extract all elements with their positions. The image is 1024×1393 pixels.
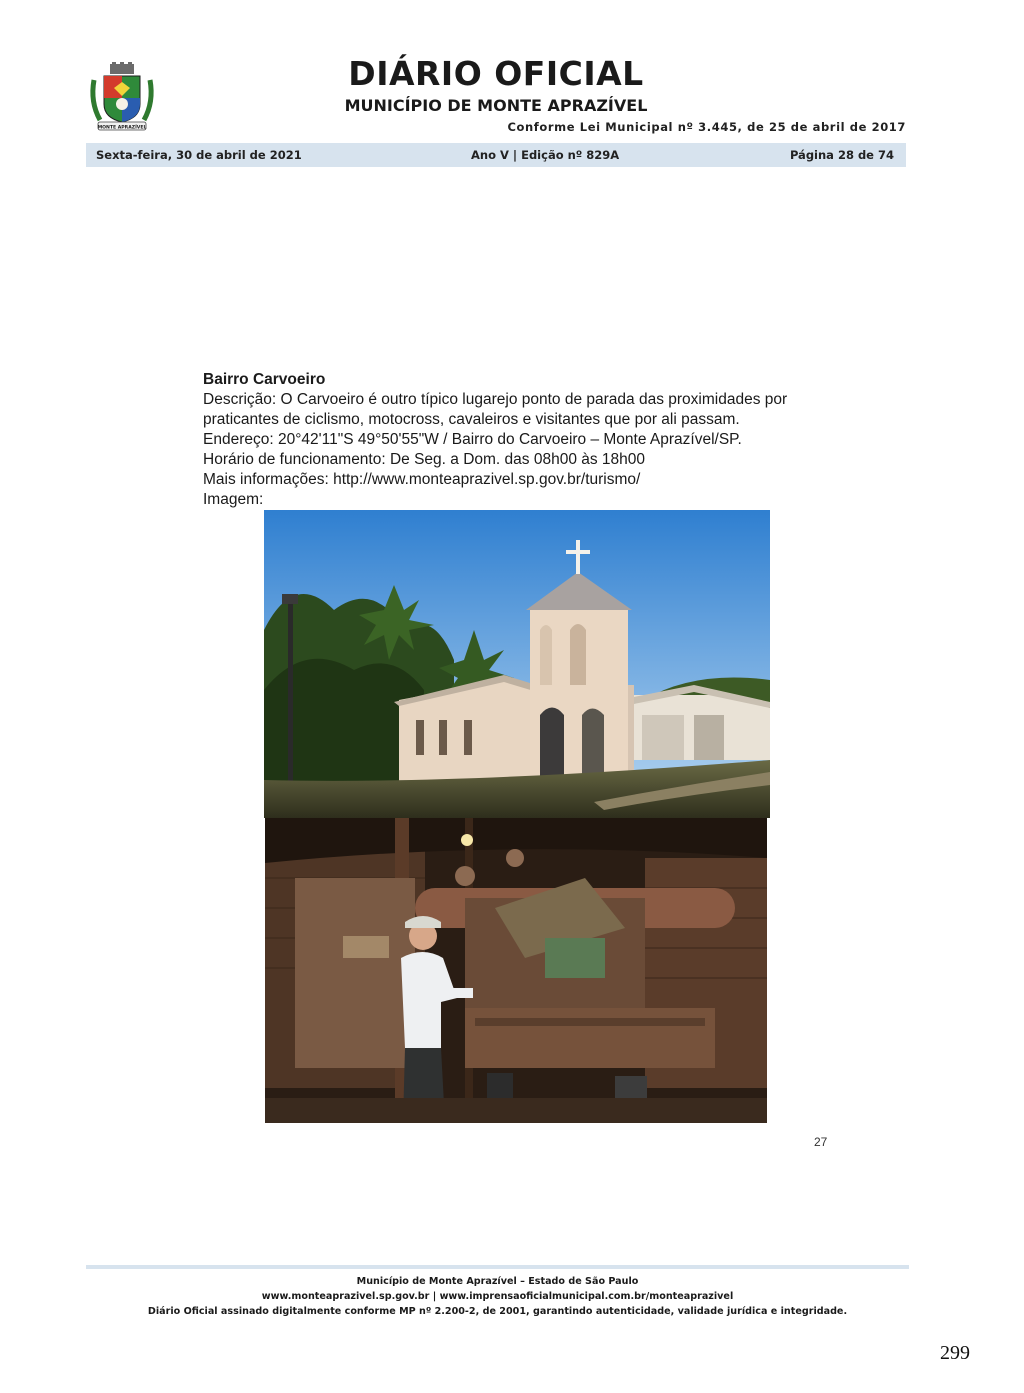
- municipality-subtitle: MUNICÍPIO DE MONTE APRAZÍVEL: [344, 96, 648, 115]
- footer-divider: [86, 1265, 909, 1269]
- sheet-number: 299: [940, 1342, 970, 1364]
- issue-edition: Ano V | Edição nº 829A: [471, 148, 620, 162]
- entry-description: Descrição: O Carvoeiro é outro típico lugarejo ponto de parada das proximidades por praticantes de ciclismo, motocross, cavaleiros e visitantes que por ali passam.: [203, 391, 788, 428]
- entry-heading: Bairro Carvoeiro: [203, 371, 326, 388]
- footer-municipality: Município de Monte Aprazível – Estado de São Paulo: [356, 1276, 639, 1287]
- tourism-entry: [203, 370, 843, 510]
- footer-websites: www.monteaprazivel.sp.gov.br | www.imprensaoficialmunicipal.com.br/monteaprazivel: [261, 1291, 734, 1302]
- crest-motto: MONTE APRAZÍVEL: [97, 125, 147, 131]
- entry-more-info: Mais informações: http://www.monteaprazivel.sp.gov.br/turismo/: [203, 471, 641, 488]
- issue-info-bar: [86, 143, 906, 167]
- law-note: Conforme Lei Municipal nº 3.445, de 25 de abril de 2017: [507, 120, 906, 134]
- entry-address: Endereço: 20°42'11"S 49°50'55"W / Bairro do Carvoeiro – Monte Aprazível/SP.: [203, 431, 742, 448]
- inner-page-number: 27: [814, 1135, 828, 1149]
- entry-image-label: Imagem:: [203, 491, 264, 508]
- page-title: DIÁRIO OFICIAL: [348, 54, 644, 93]
- chapel-photo: [264, 510, 770, 818]
- machinery-photo: [265, 818, 767, 1123]
- entry-hours: Horário de funcionamento: De Seg. a Dom. das 08h00 às 18h00: [203, 451, 646, 468]
- issue-date: Sexta-feira, 30 de abril de 2021: [96, 148, 302, 162]
- footer-signature-note: Diário Oficial assinado digitalmente conforme MP nº 2.200-2, de 2001, garantindo autenticidade, validade jurídica e integridade.: [147, 1306, 848, 1317]
- municipal-coat-of-arms-icon: [86, 62, 158, 134]
- issue-page-count: Página 28 de 74: [789, 148, 894, 162]
